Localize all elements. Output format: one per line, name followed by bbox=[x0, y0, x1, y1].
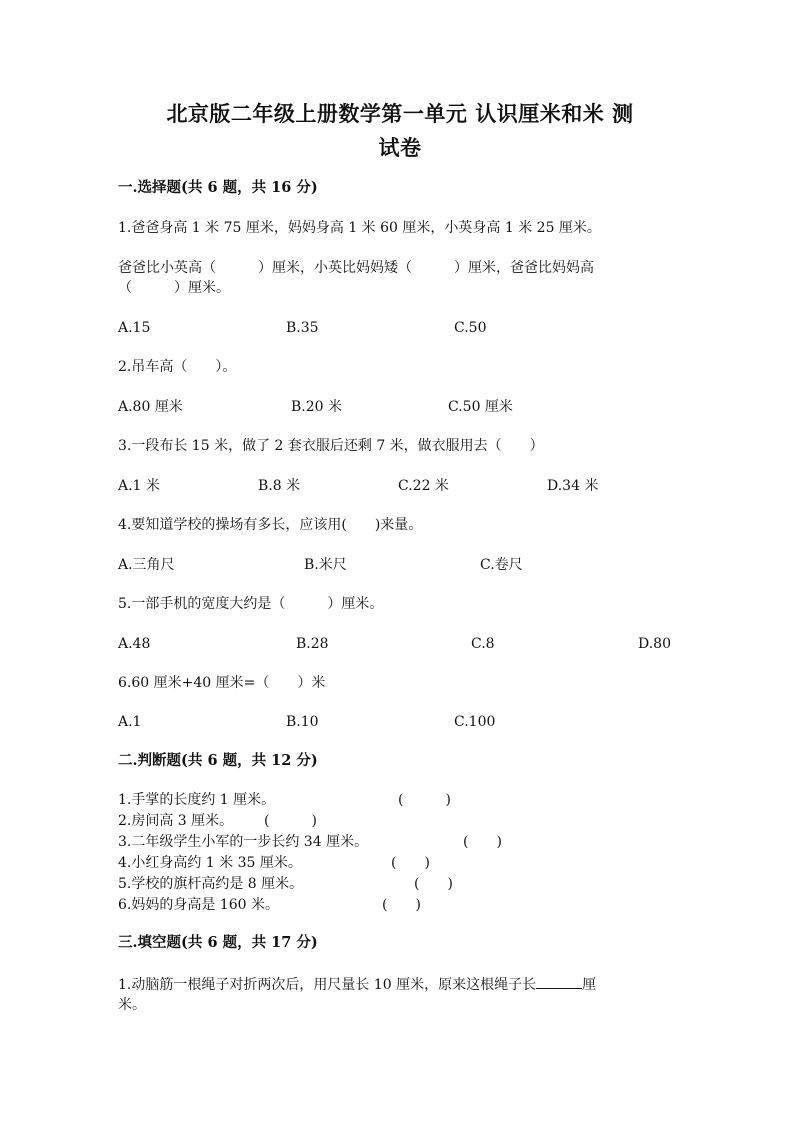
question-2-stem: 2.吊车高（ ）。 bbox=[118, 359, 237, 375]
question-3-option-c[interactable]: C.22 米 bbox=[398, 478, 449, 494]
judge-item-4-text: 4.小红身高约 1 米 35 厘米。 bbox=[118, 855, 302, 871]
question-5-option-a[interactable]: A.48 bbox=[118, 636, 151, 652]
question-1-option-c[interactable]: C.50 bbox=[454, 320, 487, 336]
judge-item-5-answer[interactable]: ( ) bbox=[414, 876, 453, 892]
question-4-stem: 4.要知道学校的操场有多长，应该用( )来量。 bbox=[118, 517, 423, 533]
judge-item-1-answer[interactable]: ( ) bbox=[398, 792, 451, 808]
judge-item-1-text: 1.手掌的长度约 1 厘米。 bbox=[118, 792, 276, 808]
fill-question-1-answer-blank[interactable] bbox=[536, 974, 582, 989]
question-1-option-a[interactable]: A.15 bbox=[118, 320, 151, 336]
question-6-stem: 6.60 厘米+40 厘米=（ ）米 bbox=[118, 675, 326, 691]
question-1-option-b[interactable]: B.35 bbox=[286, 320, 319, 336]
question-1-stem-line1: 1.爸爸身高 1 米 75 厘米，妈妈身高 1 米 60 厘米，小英身高 1 米 25 厘米。 bbox=[118, 220, 601, 236]
question-4-option-b[interactable]: B.米尺 bbox=[304, 557, 347, 573]
section-heading-choice: 一.选择题(共 6 题，共 16 分) bbox=[118, 179, 318, 196]
page-title-line2: 试卷 bbox=[378, 135, 422, 160]
fill-question-1-line2: 米。 bbox=[118, 997, 146, 1013]
judge-item-3-text: 3.二年级学生小军的一步长约 34 厘米。 bbox=[118, 834, 369, 850]
judge-item-2-answer[interactable]: ( ) bbox=[264, 813, 317, 829]
question-4-option-c[interactable]: C.卷尺 bbox=[480, 557, 523, 573]
page-title-line1: 北京版二年级上册数学第一单元 认识厘米和米 测 bbox=[166, 101, 634, 126]
judge-item-3-answer[interactable]: ( ) bbox=[463, 834, 502, 850]
fill-question-1-line1 bbox=[118, 974, 596, 995]
question-5-stem: 5.一部手机的宽度大约是（ ）厘米。 bbox=[118, 596, 384, 612]
judge-item-6-text: 6.妈妈的身高是 160 米。 bbox=[118, 897, 279, 913]
question-5-option-c[interactable]: C.8 bbox=[471, 636, 495, 652]
fill-question-1-stem-after: 厘 bbox=[582, 977, 597, 993]
question-2-option-c[interactable]: C.50 厘米 bbox=[448, 399, 513, 415]
question-6-option-a[interactable]: A.1 bbox=[118, 714, 142, 730]
judge-item-4-answer[interactable]: ( ) bbox=[391, 855, 430, 871]
question-3-option-b[interactable]: B.8 米 bbox=[258, 478, 301, 494]
judge-item-5-text: 5.学校的旗杆高约是 8 厘米。 bbox=[118, 876, 304, 892]
question-1-stem-line2: 爸爸比小英高（ ）厘米，小英比妈妈矮（ ）厘米，爸爸比妈妈高 bbox=[118, 260, 594, 276]
fill-question-1-stem-before: 1.动脑筋一根绳子对折两次后，用尺量长 10 厘米，原来这根绳子长 bbox=[118, 977, 537, 993]
question-5-option-b[interactable]: B.28 bbox=[296, 636, 329, 652]
question-6-option-c[interactable]: C.100 bbox=[454, 714, 496, 730]
judge-item-6-answer[interactable]: ( ) bbox=[382, 897, 421, 913]
section-heading-judge: 二.判断题(共 6 题，共 12 分) bbox=[118, 752, 318, 769]
question-5-option-d[interactable]: D.80 bbox=[638, 636, 671, 652]
question-2-option-a[interactable]: A.80 厘米 bbox=[118, 399, 183, 415]
question-2-option-b[interactable]: B.20 米 bbox=[291, 399, 343, 415]
question-3-stem: 3.一段布长 15 米，做了 2 套衣服后还剩 7 米，做衣服用去（ ） bbox=[118, 438, 544, 454]
question-1-stem-line3: （ ）厘米。 bbox=[118, 280, 230, 296]
judge-item-2-text: 2.房间高 3 厘米。 bbox=[118, 813, 234, 829]
section-heading-fill: 三.填空题(共 6 题，共 17 分) bbox=[118, 934, 318, 951]
question-6-option-b[interactable]: B.10 bbox=[286, 714, 319, 730]
question-3-option-d[interactable]: D.34 米 bbox=[547, 478, 599, 494]
question-4-option-a[interactable]: A.三角尺 bbox=[118, 557, 175, 573]
question-3-option-a[interactable]: A.1 米 bbox=[118, 478, 160, 494]
